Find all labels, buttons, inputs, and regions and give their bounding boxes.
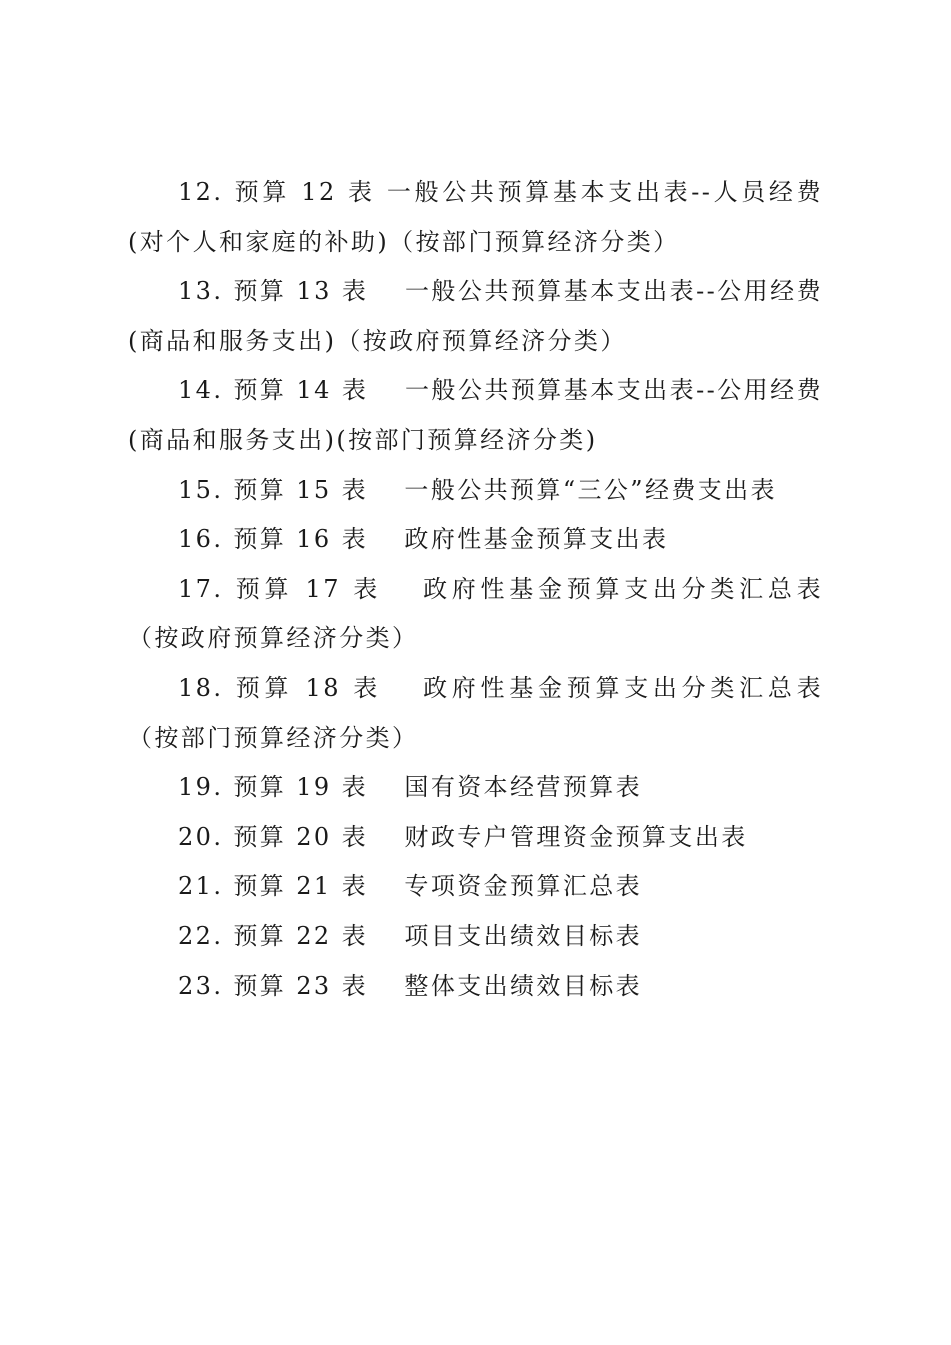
- list-item-21: 21. 预算 21 表 专项资金预算汇总表: [178, 872, 643, 901]
- list-item-13: 13. 预算 13 表 一般公共预算基本支出表--公用经费(商品和服务支出)（按政府预算经济分类）: [128, 277, 823, 355]
- list-item-18: 18. 预算 18 表 政府性基金预算支出分类汇总表（按部门预算经济分类）: [128, 673, 823, 752]
- list-item-19: 19. 预算 19 表 国有资本经营预算表: [178, 773, 643, 802]
- list-item-17: 17. 预算 17 表 政府性基金预算支出分类汇总表（按政府预算经济分类）: [128, 574, 823, 653]
- list-item-14: 14. 预算 14 表 一般公共预算基本支出表--公用经费(商品和服务支出)(按部门预算经济分类): [128, 376, 823, 454]
- list-item-23: 23. 预算 23 表 整体支出绩效目标表: [178, 971, 643, 1000]
- list-item-15: 15. 预算 15 表 一般公共预算“三公”经费支出表: [178, 475, 777, 504]
- list-item-16: 16. 预算 16 表 政府性基金预算支出表: [178, 525, 669, 554]
- list-item-22: 22. 预算 22 表 项目支出绩效目标表: [178, 921, 643, 950]
- list-item-12: 12. 预算 12 表 一般公共预算基本支出表--人员经费(对个人和家庭的补助)（按部门预算经济分类）: [128, 178, 823, 256]
- list-item-20: 20. 预算 20 表 财政专户管理资金预算支出表: [178, 822, 748, 851]
- budget-table-list: [128, 168, 823, 1011]
